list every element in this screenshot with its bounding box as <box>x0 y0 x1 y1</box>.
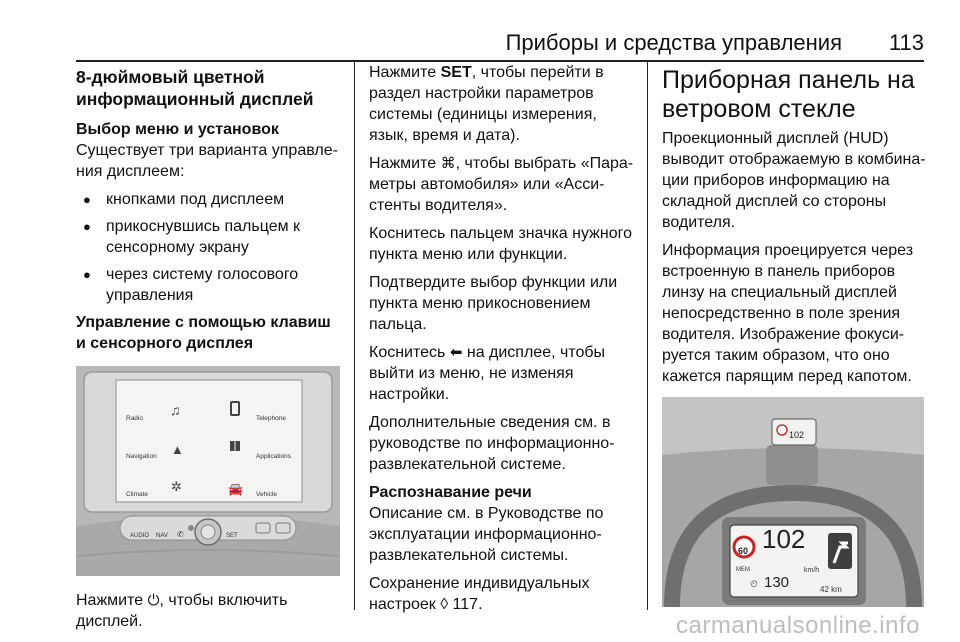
dashboard-drawing <box>76 366 340 576</box>
page-number: 113 <box>888 30 924 55</box>
climate-fan-icon: ✲ <box>171 479 182 494</box>
set-text-b: , чтобы перейти в раздел настройки параметров системы (единицы измерения, язык, время и дата). <box>369 64 604 144</box>
app-radio-label[interactable]: Radio <box>126 415 143 422</box>
set-button[interactable]: SET <box>226 533 238 539</box>
back-text-a: Коснитесь <box>369 344 450 361</box>
app-applications-label[interactable]: Applications <box>256 453 292 460</box>
left-column <box>76 62 344 639</box>
paragraph-save-settings <box>369 573 635 615</box>
power-text-b: , чтобы включить дисплей. <box>76 592 288 630</box>
power-text-a: Нажмите <box>76 592 148 609</box>
bullet-list <box>76 189 344 306</box>
paragraph-speech-desc: Описание см. в Руководстве по эксплуатации информационно- развлекательной системы. <box>369 505 604 564</box>
phone-icon <box>230 401 240 416</box>
hud-distance: 42 km <box>820 585 842 594</box>
music-note-icon: ♫ <box>170 402 181 418</box>
middle-column <box>369 62 635 622</box>
subheading-speech: Распознавание речи <box>369 484 532 501</box>
paragraph-back <box>369 342 635 405</box>
page-ref-icon: ◊ <box>440 596 449 613</box>
paragraph-touch-icon: Коснитесь пальцем значка нужного пункта меню или функции. <box>369 225 632 263</box>
navigation-icon: ▲ <box>171 442 184 457</box>
hud-mem-label: MEM <box>736 567 750 573</box>
paragraph-vehicle-settings <box>369 153 635 216</box>
section-heading-display: 8-дюймовый цветной информационный дисплей <box>76 67 314 109</box>
nav-button[interactable]: NAV <box>156 533 168 539</box>
paragraph-hud-intro: Проекционный дисплей (HUD) выводит отображаемую в комбина- ции приборов информацию на складной дисплей со стороны водителя. <box>662 130 926 231</box>
paragraph-hud-projection: Информация проецируется через встроенную в панель приборов линзу на специальный дисплей непосредственно в поле зрения водителя. Изображение фокуси- руется таким образом, что оно кажется парящим перед капотом. <box>662 242 914 385</box>
paragraph-confirm: Подтвердите выбор функции или пункта меню прикосновением пальца. <box>369 274 618 333</box>
watermark: carmanualsonline.info <box>676 612 920 639</box>
app-telephone-label[interactable]: Telephone <box>256 415 286 422</box>
vehicle-text-a: Нажмите <box>369 155 441 172</box>
column-divider-2 <box>647 62 648 610</box>
paragraph-more-info: Дополнительные сведения см. в руководстве по информационно- развлекательной системе. <box>369 414 615 473</box>
infotainment-figure <box>76 366 340 576</box>
subheading-menu-selection: Выбор меню и установок <box>76 121 279 138</box>
apps-grid-icon <box>230 441 240 451</box>
subheading-keys-touch: Управление с помощью клавиш и сенсорного дисплея <box>76 314 331 352</box>
set-key-label: SET <box>440 64 472 81</box>
hud-speed-value: 102 <box>762 524 806 554</box>
header-title: Приборы и средства управления <box>505 30 842 55</box>
back-arrow-icon: ⬅ <box>449 344 463 361</box>
cruise-control-icon: ⏲ <box>750 579 758 590</box>
app-vehicle-label[interactable]: Vehicle <box>256 491 277 498</box>
hud-set-speed: 130 <box>764 574 790 591</box>
small-hud-speed: 102 <box>789 430 805 440</box>
section-heading-hud: Приборная панель на ветровом стекле <box>662 66 915 123</box>
save-text-b: 117. <box>448 596 483 613</box>
paragraph-control-options: Существует три варианта управле- ния дисплеем: <box>76 142 338 180</box>
bullet-item-buttons: ● кнопками под дисплеем <box>76 189 344 210</box>
hud-speed-unit: km/h <box>804 567 820 574</box>
bullet-item-voice: ● через систему голосового управления <box>76 264 344 306</box>
set-text-a: Нажмите <box>369 64 441 81</box>
save-text-a: Сохранение индивидуальных настроек <box>369 575 590 613</box>
right-column <box>662 62 927 607</box>
hud-figure <box>662 397 924 607</box>
phone-button-icon[interactable]: ✆ <box>177 530 184 539</box>
audio-button[interactable]: AUDIO <box>130 533 150 539</box>
app-climate-label[interactable]: Climate <box>126 491 149 498</box>
vehicle-text-b: , чтобы выбрать «Пара- метры автомобиля» или «Асси- стенты водителя». <box>369 155 634 214</box>
speed-limit-sign: 60 <box>738 546 749 556</box>
back-text-b: на дисплее, чтобы выйти из меню, не изменяя настройки. <box>369 344 606 403</box>
bullet-item-touch: ● прикоснувшись пальцем к сенсорному экрану <box>76 216 344 258</box>
column-divider-1 <box>354 62 355 610</box>
paragraph-power-on <box>76 590 344 632</box>
vehicle-settings-icon: ⌘ <box>440 155 456 172</box>
app-navigation-label[interactable]: Navigation <box>126 453 157 460</box>
paragraph-set <box>369 62 635 146</box>
power-icon: ⏻ <box>147 592 160 609</box>
vehicle-icon: 🚘 <box>228 482 243 496</box>
